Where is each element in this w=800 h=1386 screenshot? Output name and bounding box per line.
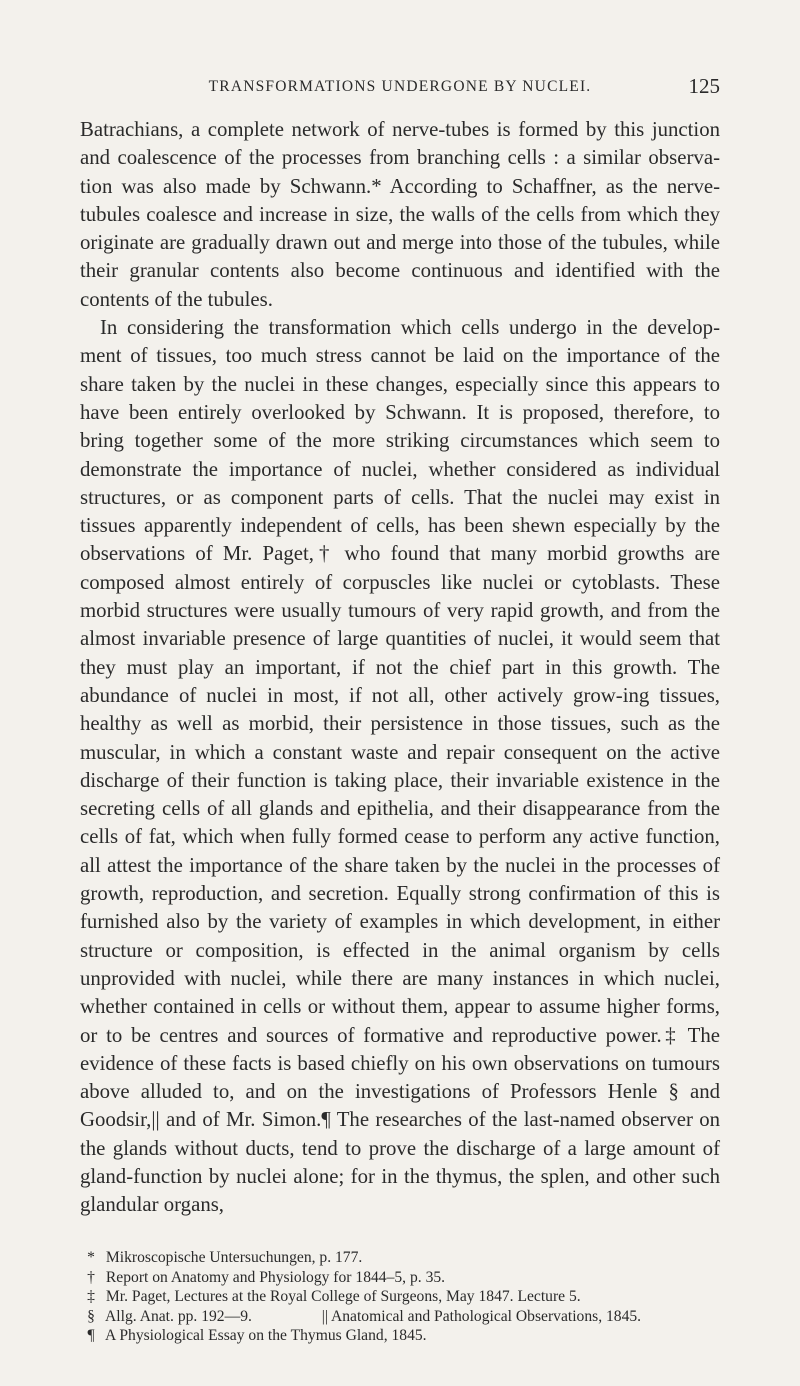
- footnotes: [80, 1248, 720, 1346]
- footnote-marker: *: [87, 1249, 95, 1266]
- footnote-marker: §: [87, 1307, 95, 1325]
- footnote-marker: †: [87, 1268, 95, 1286]
- paragraph-1: Batrachians, a complete network of nerve-tubes is formed by this junction and coalescence of the processes from branching cells : a similar observa-tion was also made by Schwann.* According to Schaffner, as the nerve-tubules coalesce and increase in size, the walls of the cells from which they originate are gradually drawn out and merge into those of the tubules, while their granular contents also become continuous and identified with the contents of the tubules.: [80, 118, 720, 311]
- footnote-1: [80, 1248, 720, 1268]
- page-header: [80, 76, 720, 102]
- footnote-text: A Physiological Essay on the Thymus Gland, 1845.: [105, 1327, 427, 1345]
- paragraph-2: In considering the transformation which cells undergo in the develop-ment of tissues, too much stress cannot be laid on the importance of the share taken by the nuclei in these changes, especially since this appears to have been entirely overlooked by Schwann. It is proposed, therefore, to bring together some of the more striking circumstances which seem to demonstrate the importance of nuclei, whether considered as individual structures, or as component parts of cells. That the nuclei may exist in tissues apparently independent of cells, has been shewn especially by the observations of Mr. Paget,† who found that many morbid growths are composed almost entirely of corpuscles like nuclei or cytoblasts. These morbid structures were usually tumours of very rapid growth, and from the almost invariable presence of large quantities of nuclei, it would seem that they must play an important, if not the chief part in this growth. The abundance of nuclei in most, if not all, other actively grow-ing tissues, healthy as well as morbid, their persistence in those tissues, such as the muscular, in which a constant waste and repair consequent on the active discharge of their function is taking place, their invariable existence in the secreting cells of all glands and epithelia, and their disappearance from the cells of fat, which when fully formed cease to perform any active function, all attest the importance of the share taken by the nuclei in the processes of growth, reproduction, and secretion. Equally strong confirmation of this is furnished also by the variety of examples in which development, in either structure or composition, is effected in the animal organism by cells unprovided with nuclei, while there are many instances in which nuclei, whether contained in cells or without them, appear to assume higher forms, or to be centres and sources of formative and reproductive power.‡ The evidence of these facts is based chiefly on his own observations on tumours above alluded to, and on the investigations of Professors Henle § and Goodsir,|| and of Mr. Simon.¶ The researches of the last-named observer on the glands without ducts, tend to prove the discharge of a large amount of gland-function by nuclei alone; for in the thymus, the splen, and other such glandular organs,: [80, 316, 720, 1217]
- footnote-marker: ||: [321, 1307, 328, 1325]
- footnote-text: Report on Anatomy and Physiology for 1844–5, p. 35.: [105, 1268, 446, 1286]
- footnote-5: [80, 1326, 720, 1346]
- page-number: 125: [688, 74, 720, 98]
- footnote-4: [80, 1307, 720, 1327]
- footnote-text: Anatomical and Pathological Observations, 1845.: [331, 1307, 642, 1325]
- footnote-marker: ‡: [87, 1288, 95, 1306]
- footnote-marker: ¶: [87, 1327, 95, 1345]
- footnote-2: [80, 1268, 720, 1288]
- footnote-text: Allg. Anat. pp. 192—9.: [105, 1307, 252, 1325]
- running-title: TRANSFORMATIONS UNDERGONE BY NUCLEI.: [208, 78, 592, 95]
- footnote-text: Mikroscopische Untersuchungen, p. 177.: [105, 1249, 363, 1266]
- body-text: [80, 116, 720, 1220]
- footnote-text: Mr. Paget, Lectures at the Royal College of Surgeons, May 1847. Lecture 5.: [105, 1288, 581, 1306]
- footnote-3: [80, 1287, 720, 1307]
